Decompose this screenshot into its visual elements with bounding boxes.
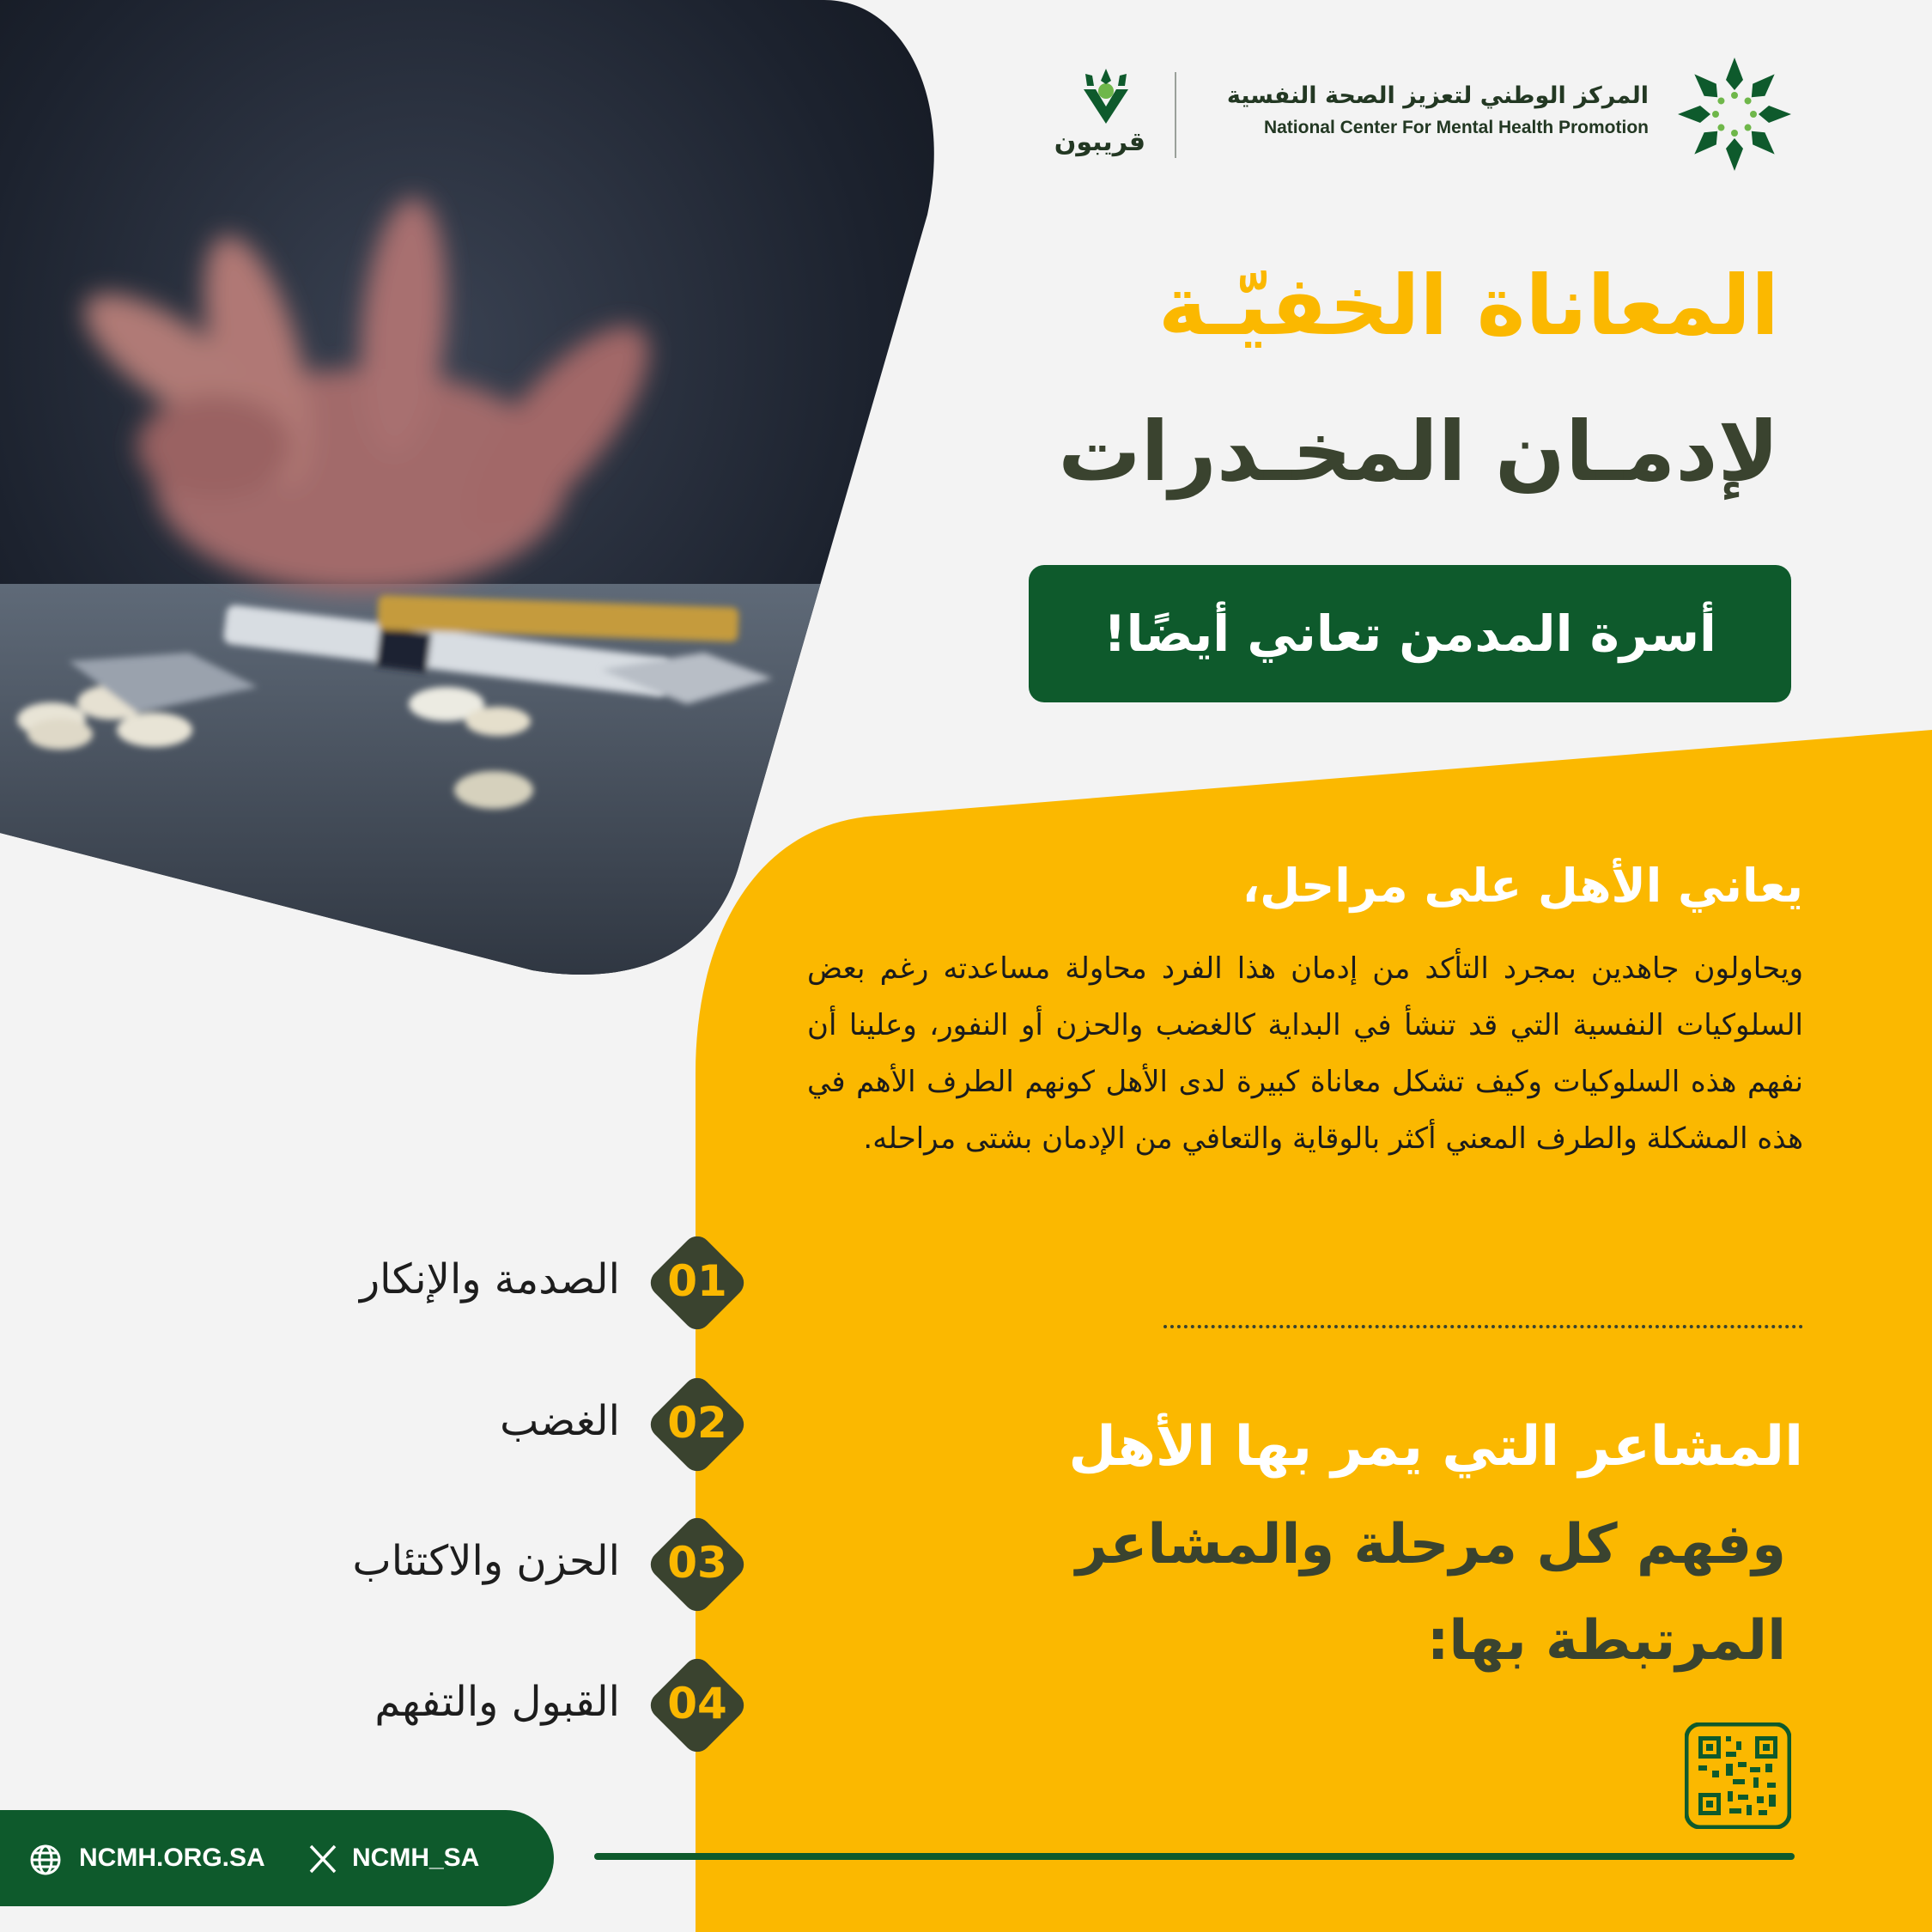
title-line-1: المعاناة الخفيّـة <box>1157 258 1779 354</box>
ncmh-logo-icon <box>1670 50 1799 179</box>
stage-number-4: 04 <box>667 1679 727 1728</box>
section-body: ويحاولون جاهدين بمجرد التأكد من إدمان هذا الفرد محاولة مساعدته رغم بعض السلوكيات النفسية التي قد تنشأ في البداية كالغضب والحزن أو النفور، وعلينا أن نفهم هذه السلوكيات وكيف تشكل معاناة كبيرة لدى الأهل كونهم الطرف الأهم في هذه المشكلة والطرف المعني أكثر بالوقاية والتعافي من الإدمان بشتى مراحله. <box>807 951 1803 1156</box>
social-handle-link[interactable]: NCMH_SA <box>352 1844 480 1872</box>
section-heading: يعاني الأهل على مراحل، <box>1242 859 1803 913</box>
org-name-arabic: المركز الوطني لتعزيز الصحة النفسية <box>1226 82 1649 109</box>
partner-name: قريبون <box>1054 127 1145 157</box>
stage-label-1: الصدمة والإنكار <box>359 1255 620 1303</box>
dotted-divider <box>1163 1325 1803 1328</box>
hero-photo <box>0 0 945 987</box>
footer-divider-line <box>594 1853 1795 1860</box>
qaribon-logo-icon <box>1072 65 1140 125</box>
feelings-line-3: المرتبطة بها: <box>1426 1609 1786 1673</box>
org-name-english: National Center For Mental Health Promotion <box>1263 118 1649 137</box>
stage-label-2: الغضب <box>500 1397 620 1445</box>
feelings-line-1: المشاعر التي يمر بها الأهل <box>1068 1415 1803 1479</box>
stage-label-3: الحزن والاكتئاب <box>352 1537 620 1585</box>
header-divider <box>1175 72 1176 158</box>
globe-icon <box>29 1844 62 1876</box>
qr-code-icon[interactable] <box>1685 1722 1791 1829</box>
feelings-line-2: وفهم كل مرحلة والمشاعر <box>1075 1513 1786 1577</box>
stage-number-2: 02 <box>667 1398 727 1448</box>
stage-number-1: 01 <box>667 1256 727 1306</box>
subtitle-banner: أسرة المدمن تعاني أيضًا! <box>1029 565 1791 702</box>
title-line-2: لإدمـان المخـدرات <box>1058 404 1779 500</box>
x-logo-icon <box>307 1844 338 1874</box>
stage-number-3: 03 <box>667 1538 727 1588</box>
stage-label-4: القبول والتفهم <box>374 1678 620 1726</box>
website-link[interactable]: NCMH.ORG.SA <box>79 1844 265 1872</box>
